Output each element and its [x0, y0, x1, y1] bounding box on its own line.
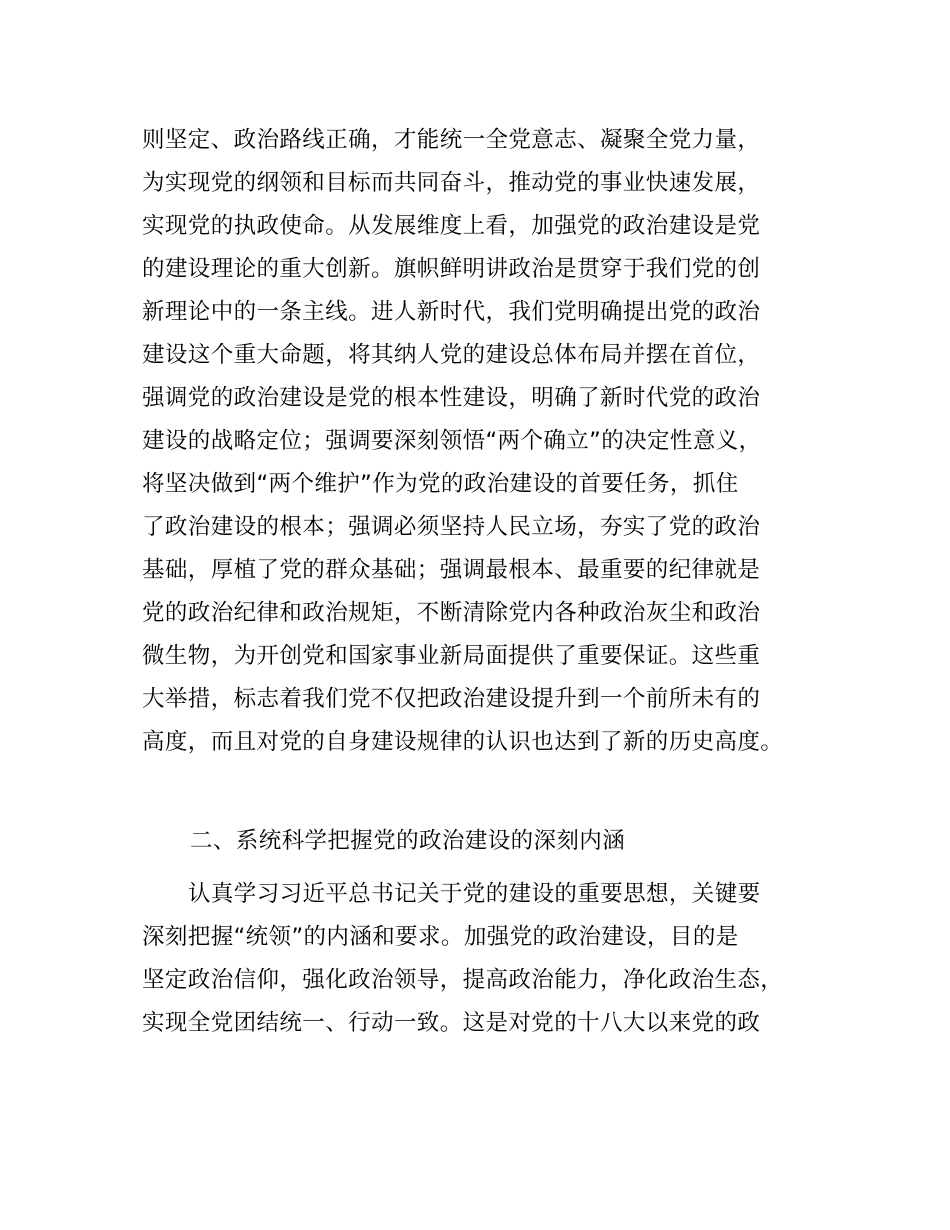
text-line: 将坚决做到“两个维护”作为党的政治建设的首要任务，抓住 — [142, 471, 739, 497]
text-line: 则坚定、政治路线正确，才能统一全党意志、凝聚全党力量， — [142, 127, 761, 153]
text-line: 了政治建设的根本；强调必须坚持人民立场，夯实了党的政治 — [142, 514, 761, 540]
text-line: 强调党的政治建设是党的根本性建设，明确了新时代党的政治 — [142, 385, 761, 411]
text-line: 新理论中的一条主线。进人新时代，我们党明确提出党的政治 — [142, 299, 761, 325]
text-line: 微生物，为开创党和国家事业新局面提供了重要保证。这些重 — [142, 643, 761, 669]
text-line: 基础，厚植了党的群众基础；强调最根本、最重要的纪律就是 — [142, 557, 761, 583]
text-line: 实现全党团结统一、行动一致。这是对党的十八大以来党的政 — [142, 1010, 761, 1036]
text-line: 认真学习习近平总书记关于党的建设的重要思想，关键要 — [188, 881, 761, 907]
text-line: 建设这个重大命题，将其纳人党的建设总体布局并摆在首位， — [142, 342, 761, 368]
text-line: 党的政治纪律和政治规矩，不断清除党内各种政治灰尘和政治 — [142, 600, 761, 626]
text-line: 坚定政治信仰，强化政治领导，提高政治能力，净化政治生态， — [142, 967, 784, 993]
text-line: 深刻把握“统领”的内涵和要求。加强党的政治建设，目的是 — [142, 924, 739, 950]
text-line: 建设的战略定位；强调要深刻领悟“两个确立”的决定性意义， — [142, 428, 762, 454]
text-line: 的建设理论的重大创新。旗帜鲜明讲政治是贯穿于我们党的创 — [142, 256, 761, 282]
text-line: 实现党的执政使命。从发展维度上看，加强党的政治建设是党 — [142, 213, 761, 239]
text-line: 高度，而且对党的自身建设规律的认识也达到了新的历史高度。 — [142, 729, 784, 755]
text-line: 为实现党的纲领和目标而共同奋斗，推动党的事业快速发展， — [142, 170, 761, 196]
text-line: 大举措，标志着我们党不仅把政治建设提升到一个前所未有的 — [142, 686, 761, 712]
section-heading: 二、系统科学把握党的政治建设的深刻内涵 — [190, 828, 626, 854]
